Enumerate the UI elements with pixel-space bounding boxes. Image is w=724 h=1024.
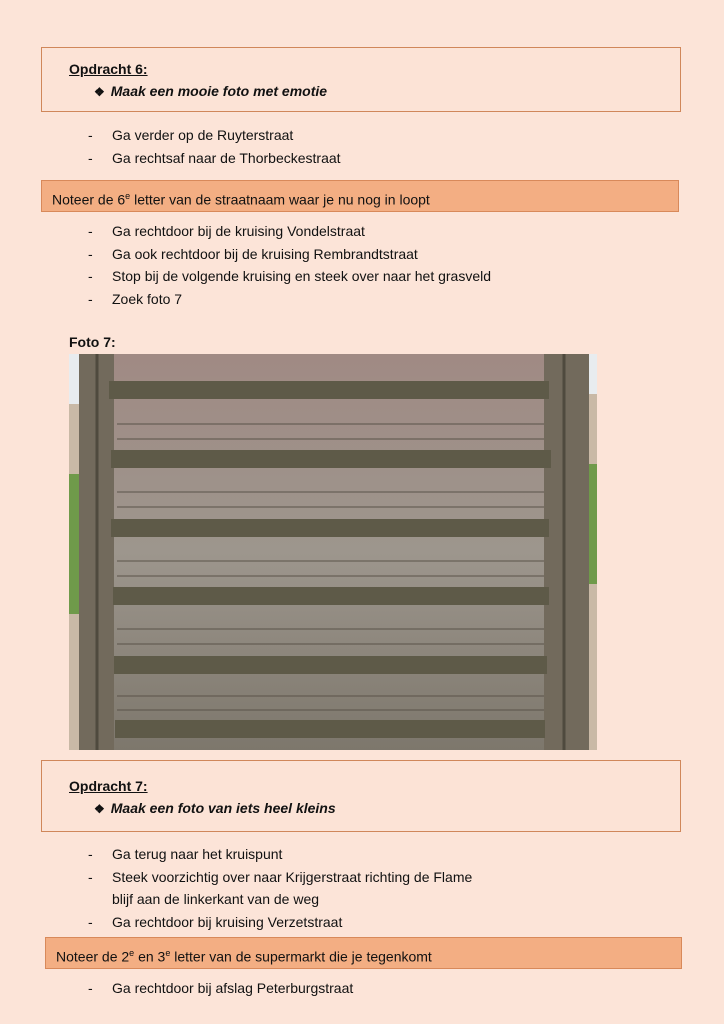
task-box-opdracht-7	[41, 760, 681, 832]
list-item: - Ga rechtdoor bij afslag Peterburgstraat	[88, 977, 353, 1000]
photo-label: Foto 7:	[69, 334, 116, 350]
list-item: - Steek voorzichtig over naar Krijgerstraat richting de Flame	[88, 866, 472, 889]
task-goal-text: Maak een foto van iets heel kleins	[110, 800, 336, 816]
task-goal	[94, 83, 327, 99]
task-goal-text: Maak een mooie foto met emotie	[110, 83, 328, 99]
list-item: - Ga terug naar het kruispunt	[88, 843, 472, 866]
photo-wooden-panel	[69, 354, 597, 750]
diamond-bullet-icon: ❖	[94, 85, 105, 99]
diamond-bullet-icon: ❖	[94, 802, 105, 816]
note-text: en 3	[134, 948, 166, 965]
task-goal	[94, 800, 336, 816]
list-item: - Stop bij de volgende kruising en steek over naar het grasveld	[88, 265, 491, 288]
note-box-2	[45, 937, 682, 969]
list-item: - Ga rechtdoor bij kruising Verzetstraat	[88, 911, 472, 934]
route-steps-2	[88, 220, 491, 310]
list-item: - Ga rechtdoor bij de kruising Vondelstraat	[88, 220, 491, 243]
list-item-continuation: blijf aan de linkerkant van de weg	[112, 891, 320, 907]
note-text: letter van de supermarkt die je tegenkomt	[170, 948, 432, 965]
route-steps-4	[88, 977, 353, 1000]
note-sup: e	[129, 948, 135, 958]
task-title: Opdracht 7:	[69, 778, 148, 794]
list-item: - Zoek foto 7	[88, 288, 491, 311]
list-item: - Ga rechtsaf naar de Thorbeckestraat	[88, 147, 341, 170]
route-steps-1	[88, 124, 341, 169]
note-sup: e	[125, 191, 131, 201]
note-text: Noteer de 2	[56, 948, 130, 965]
note-box-1	[41, 180, 679, 212]
list-item: - Ga ook rechtdoor bij de kruising Rembrandtstraat	[88, 243, 491, 266]
task-title: Opdracht 6:	[69, 61, 148, 77]
note-sup: e	[165, 948, 171, 958]
route-steps-3	[88, 843, 472, 933]
wooden-panel-image	[69, 354, 597, 750]
note-text: letter van de straatnaam waar je nu nog in loopt	[130, 191, 430, 208]
note-text: Noteer de 6	[52, 191, 126, 208]
list-item: - Ga verder op de Ruyterstraat	[88, 124, 341, 147]
task-box-opdracht-6	[41, 47, 681, 112]
